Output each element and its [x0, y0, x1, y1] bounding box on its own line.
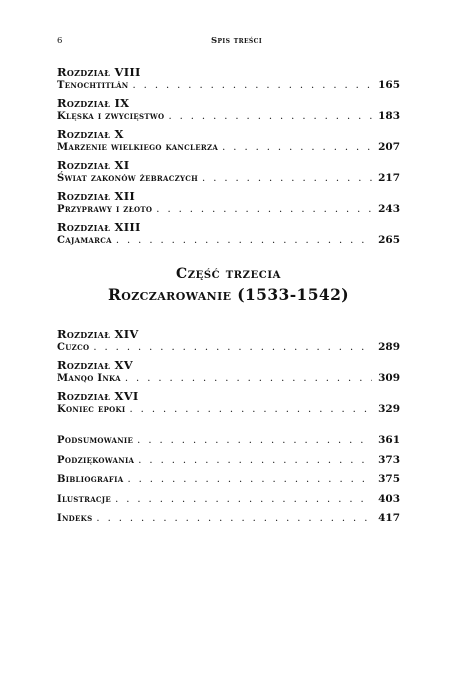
- dot-leader: [115, 490, 372, 510]
- entry-title: Przyprawy i złoto: [57, 204, 153, 215]
- backmatter-list: [57, 431, 400, 529]
- entry-page-number: 217: [378, 172, 400, 184]
- toc-entry[interactable]: [57, 110, 400, 123]
- toc-entry[interactable]: [57, 403, 400, 416]
- toc-entry-bibliography[interactable]: [57, 470, 400, 490]
- dot-leader: [93, 341, 372, 354]
- toc-entry[interactable]: [57, 141, 400, 154]
- entry-title: Indeks: [57, 513, 93, 524]
- entry-page-number: 289: [378, 341, 400, 353]
- entry-page-number: 183: [378, 110, 400, 122]
- chapter-label: Rozdział X: [57, 127, 124, 141]
- chapter-label: Rozdział XIII: [57, 220, 141, 234]
- part-title: Rozczarowanie (1533-1542): [107, 285, 350, 304]
- entry-page-number: 329: [378, 403, 400, 415]
- chapter-label: Rozdział XV: [57, 358, 133, 372]
- dot-leader: [130, 403, 372, 416]
- toc-entry[interactable]: [57, 372, 400, 385]
- entry-page-number: 309: [378, 372, 400, 384]
- entry-title: Cuzco: [57, 342, 90, 353]
- chapter-block-xvi: [57, 390, 400, 416]
- chapter-block-xv: [57, 359, 400, 385]
- chapter-block-ix: [57, 97, 400, 123]
- dot-leader: [127, 470, 372, 490]
- entry-page-number: 375: [378, 473, 400, 485]
- toc-entry-acknowledgements[interactable]: [57, 451, 400, 471]
- entry-title: Podziękowania: [57, 454, 135, 466]
- entry-title: Klęska i zwycięstwo: [57, 111, 165, 122]
- chapter-block-viii: [57, 66, 400, 92]
- entry-title: Manqo Inka: [57, 373, 121, 384]
- chapter-block-xiv: [57, 328, 400, 354]
- entry-page-number: 207: [378, 141, 400, 153]
- table-of-contents: [57, 66, 400, 529]
- dot-leader: [116, 234, 372, 247]
- entry-page-number: 417: [378, 512, 400, 524]
- chapter-block-xi: [57, 159, 400, 185]
- dot-leader: [202, 172, 372, 185]
- entry-title: Koniec epoki: [57, 404, 126, 415]
- chapter-label: Rozdział XII: [57, 189, 136, 203]
- toc-entry-index[interactable]: [57, 509, 400, 529]
- entry-page-number: 265: [378, 234, 400, 246]
- toc-entry-summary[interactable]: [57, 431, 400, 451]
- entry-title: Ilustracje: [57, 493, 112, 505]
- toc-entry[interactable]: [57, 341, 400, 354]
- dot-leader: [96, 509, 372, 529]
- dot-leader: [133, 79, 372, 92]
- entry-page-number: 361: [378, 434, 400, 446]
- toc-entry[interactable]: [57, 172, 400, 185]
- toc-entry-illustrations[interactable]: [57, 490, 400, 510]
- entry-page-number: 165: [378, 79, 400, 91]
- chapter-label: Rozdział XVI: [57, 389, 139, 403]
- chapter-label: Rozdział XI: [57, 158, 130, 172]
- chapter-block-xii: [57, 190, 400, 216]
- chapter-label: Rozdział IX: [57, 96, 130, 110]
- dot-leader: [138, 451, 372, 471]
- page-header: [57, 36, 416, 48]
- entry-title: Podsumowanie: [57, 435, 134, 446]
- chapter-block-x: [57, 128, 400, 154]
- chapter-label: Rozdział XIV: [57, 327, 139, 341]
- entry-page-number: 373: [378, 453, 400, 466]
- entry-title: Marzenie wielkiego kanclerza: [57, 142, 219, 153]
- entry-title: Cajamarca: [57, 235, 112, 246]
- toc-entry[interactable]: [57, 203, 400, 216]
- dot-leader: [156, 203, 372, 216]
- chapter-label: Rozdział VIII: [57, 65, 141, 79]
- toc-entry[interactable]: [57, 79, 400, 92]
- part-heading: [57, 264, 400, 306]
- chapter-block-xiii: [57, 221, 400, 247]
- dot-leader: [137, 431, 372, 451]
- entry-title: Świat zakonów żebraczych: [57, 173, 199, 184]
- toc-entry[interactable]: [57, 234, 400, 247]
- part-number: Część trzecia: [176, 266, 281, 282]
- dot-leader: [168, 110, 372, 123]
- entry-page-number: 243: [378, 203, 400, 215]
- dot-leader: [222, 141, 372, 154]
- page-number: 6: [57, 36, 63, 46]
- entry-title: Bibliografia: [57, 474, 124, 485]
- entry-page-number: 403: [378, 492, 400, 505]
- dot-leader: [125, 372, 372, 385]
- running-head: Spis treści: [210, 36, 263, 46]
- entry-title: Tenochtitlán: [57, 80, 129, 91]
